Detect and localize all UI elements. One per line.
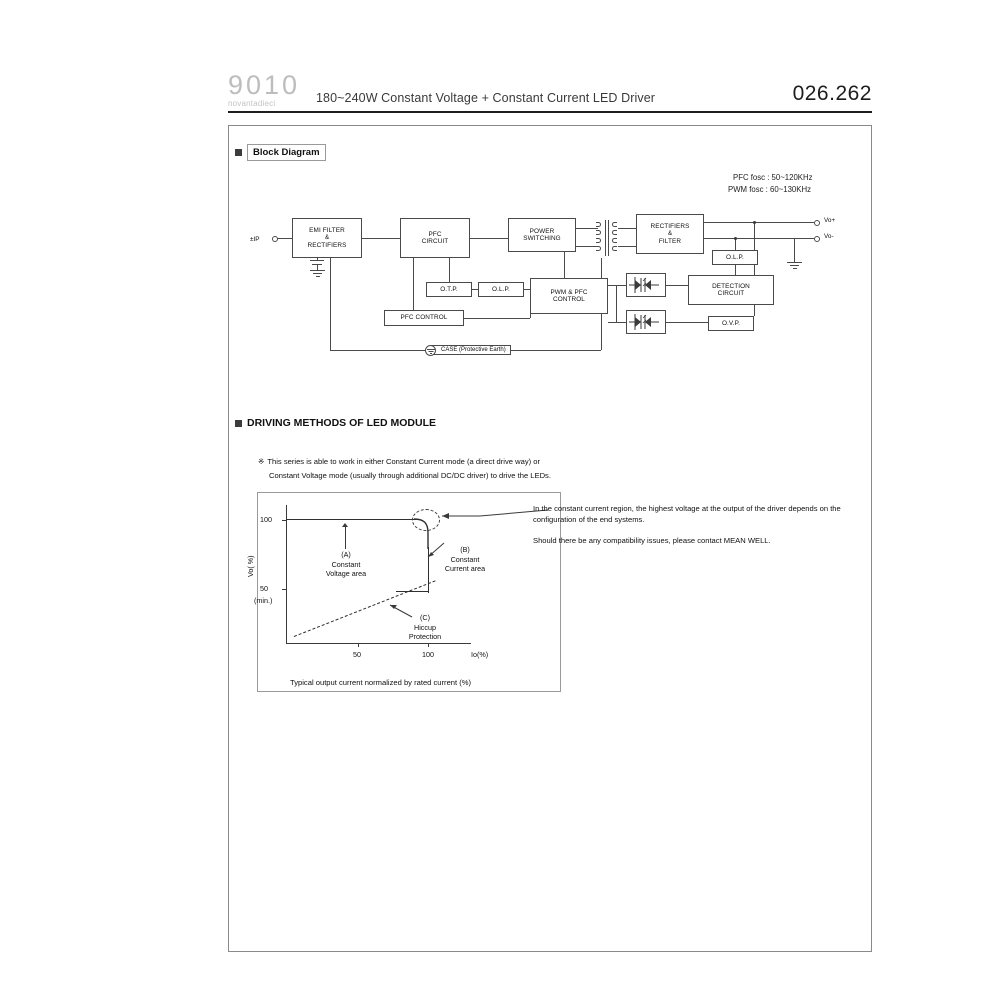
page-title: 180~240W Constant Voltage + Constant Current LED Driver: [316, 91, 656, 105]
wire-input-to-emi: [277, 238, 292, 239]
chart-xtick-mark-50: [358, 643, 359, 647]
driving-note-text-1: This series is able to work in either Constant Current mode (a direct drive way) or: [267, 457, 541, 466]
section-heading-block-diagram-label: Block Diagram: [247, 144, 326, 161]
block-olp-secondary-label: O.L.P.: [726, 253, 744, 261]
wire-ovp-to-opto2: [666, 322, 708, 323]
wire-pfc-to-otp: [449, 258, 450, 282]
block-olp-secondary: [712, 250, 758, 265]
chart-highlight-ellipse: [412, 509, 440, 531]
chart-annotation-c-line2: Protection: [408, 632, 442, 642]
chart-ytick-min: (min.): [254, 596, 273, 605]
wire-vo-to-detection: [754, 222, 755, 275]
block-pfc-line2: CIRCUIT: [421, 238, 449, 245]
wire-emi-to-pfc: [362, 238, 400, 239]
block-ovp-label: O.V.P.: [721, 319, 740, 327]
block-emi-filter: [292, 218, 362, 258]
wire-pwm-bottom: [530, 314, 531, 318]
page-code: 026.262: [792, 82, 872, 105]
block-pfc-control-label: PFC CONTROL: [400, 314, 448, 322]
chart-x-axis: [286, 643, 471, 644]
chart-annotation-a-line2: Voltage area: [325, 569, 367, 579]
output-label-negative: Vo-: [824, 233, 834, 240]
block-emi-line3: RECTIFIERS: [307, 241, 347, 249]
block-pwm-pfc-line2: CONTROL: [553, 296, 585, 303]
side-note-2: Should there be any compatibility issues, please contact MEAN WELL.: [533, 536, 771, 545]
chart-ytick-100: 100: [260, 515, 272, 524]
protective-earth-icon: [425, 345, 436, 356]
block-power-switching-line2: SWITCHING: [523, 235, 561, 242]
note-mark-icon: ※: [258, 457, 265, 466]
junction-dot-1: [734, 237, 737, 240]
section-heading-driving-methods: [235, 417, 436, 429]
wire-detection-to-opto1: [666, 285, 688, 286]
transformer-icon: [596, 218, 618, 258]
chart-annotation-b-id: (B): [460, 545, 470, 554]
wire-olp2-to-detection: [735, 265, 736, 275]
earth-label: CASE (Protective Earth): [430, 345, 511, 355]
chart-annotation-b-line2: Current area: [444, 564, 486, 574]
optocoupler-1: [626, 273, 666, 297]
output-terminal-negative: [814, 236, 820, 242]
wire-ps-to-transformer: [576, 228, 598, 229]
bullet-square-icon-2: [235, 420, 242, 427]
chart-annotation-a: [316, 550, 376, 579]
block-pwm-pfc-line1: PWM & PFC: [550, 288, 588, 296]
wire-output-ground-drop: [794, 238, 795, 262]
wire-output-positive: [704, 222, 814, 223]
wire-pfc-down-to-pfc-control: [413, 258, 414, 310]
block-pwm-pfc-control: [530, 278, 608, 314]
driving-note-line-2: [269, 470, 551, 482]
block-rect-line3: FILTER: [658, 237, 682, 245]
block-power-switching-line1: POWER: [529, 227, 555, 235]
block-detection-line1: DETECTION: [712, 282, 750, 290]
block-pfc-control: [384, 310, 464, 326]
wire-earth-bottom-2: [511, 350, 601, 351]
input-label: ±IP: [250, 236, 260, 243]
block-pfc-line1: PFC: [428, 230, 442, 238]
section-heading-driving-methods-label: DRIVING METHODS OF LED MODULE: [247, 417, 436, 429]
wire-earth-bottom: [330, 350, 435, 351]
brand-logo-subtitle: novantadieci: [228, 99, 276, 108]
optocoupler-2: [626, 310, 666, 334]
chart-annotation-c-line1: Hiccup: [414, 622, 436, 632]
pfc-frequency-note: PFC fosc : 50~120KHz: [733, 173, 813, 182]
block-emi-line2: &: [324, 234, 330, 242]
side-note-1: In the constant current region, the highest voltage at the output of the driver depends on the configuration of the end systems.: [533, 504, 841, 525]
chart-leader-a: [345, 527, 346, 549]
block-rect-line1: RECTIFIERS: [650, 222, 690, 230]
junction-dot-2: [753, 221, 756, 224]
block-power-switching: [508, 218, 576, 252]
chart-curve-lower: [396, 591, 429, 592]
ground-symbol-input: [310, 270, 326, 279]
wire-ps-to-transformer-2: [576, 246, 598, 247]
wire-transformer-to-rect: [618, 228, 636, 229]
bullet-square-icon: [235, 149, 242, 156]
chart-ytick-mark-50: [282, 589, 286, 590]
output-characteristic-chart: [246, 505, 489, 659]
header-divider: [228, 111, 872, 113]
chart-xtick-mark-100: [428, 643, 429, 647]
optocoupler-1-symbol: [627, 274, 665, 296]
section-heading-block-diagram: [235, 144, 326, 161]
input-terminal: [272, 236, 278, 242]
chart-annotation-a-line1: Constant: [331, 559, 361, 569]
chart-arrow-a: [342, 523, 348, 527]
wire-transformer-to-rect-2: [618, 246, 636, 247]
optocoupler-2-symbol: [627, 311, 665, 333]
chart-ytick-50: 50: [260, 584, 268, 593]
wire-ps-to-pwm: [564, 252, 565, 278]
chart-xtick-50: 50: [353, 650, 361, 659]
chart-annotation-b-line1: Constant: [450, 554, 480, 564]
chart-xtick-100: 100: [422, 650, 434, 659]
block-otp: [426, 282, 472, 297]
block-pfc-circuit: [400, 218, 470, 258]
chart-x-axis-label: Io(%): [471, 650, 489, 659]
block-olp: [478, 282, 524, 297]
wire-pfc-to-power-switching: [470, 238, 508, 239]
block-olp-label: O.L.P.: [492, 285, 510, 293]
chart-curve-constant-voltage: [286, 519, 418, 520]
block-ovp: [708, 316, 754, 331]
brand-logo: [228, 72, 318, 108]
driving-note-line-1: [258, 456, 540, 468]
wire-output-negative: [704, 238, 814, 239]
chart-annotation-c: [394, 613, 456, 642]
wire-opto1-to-pwm: [608, 285, 626, 286]
output-terminal-positive: [814, 220, 820, 226]
chart-caption: Typical output current normalized by rated current (%): [290, 678, 472, 687]
chart-leader-b: [422, 541, 446, 559]
ground-symbol-output: [787, 262, 803, 271]
pwm-frequency-note: PWM fosc : 60~130KHz: [728, 185, 811, 194]
chart-y-axis-label: Vo( %): [246, 555, 255, 577]
block-diagram: [248, 170, 858, 385]
wire-opto-bus: [616, 285, 617, 322]
brand-logo-number: 9010: [228, 70, 301, 100]
wire-pfc-control-to-pwm: [464, 318, 530, 319]
output-label-positive: Vo+: [824, 217, 836, 224]
driving-note-text-2: Constant Voltage mode (usually through additional DC/DC driver) to drive the LEDs.: [269, 471, 551, 480]
wire-opto2-to-pwm: [608, 322, 626, 323]
chart-annotation-a-id: (A): [341, 550, 351, 559]
chart-y-axis: [286, 505, 287, 643]
block-emi-line1: EMI FILTER: [309, 226, 345, 234]
block-detection-line2: CIRCUIT: [717, 290, 745, 297]
block-otp-label: O.T.P.: [440, 285, 458, 293]
block-detection-circuit: [688, 275, 774, 305]
block-rect-line2: &: [667, 230, 673, 238]
chart-annotation-c-id: (C): [420, 613, 430, 622]
wire-detection-to-ovp: [754, 305, 755, 316]
block-rectifiers-filter: [636, 214, 704, 254]
